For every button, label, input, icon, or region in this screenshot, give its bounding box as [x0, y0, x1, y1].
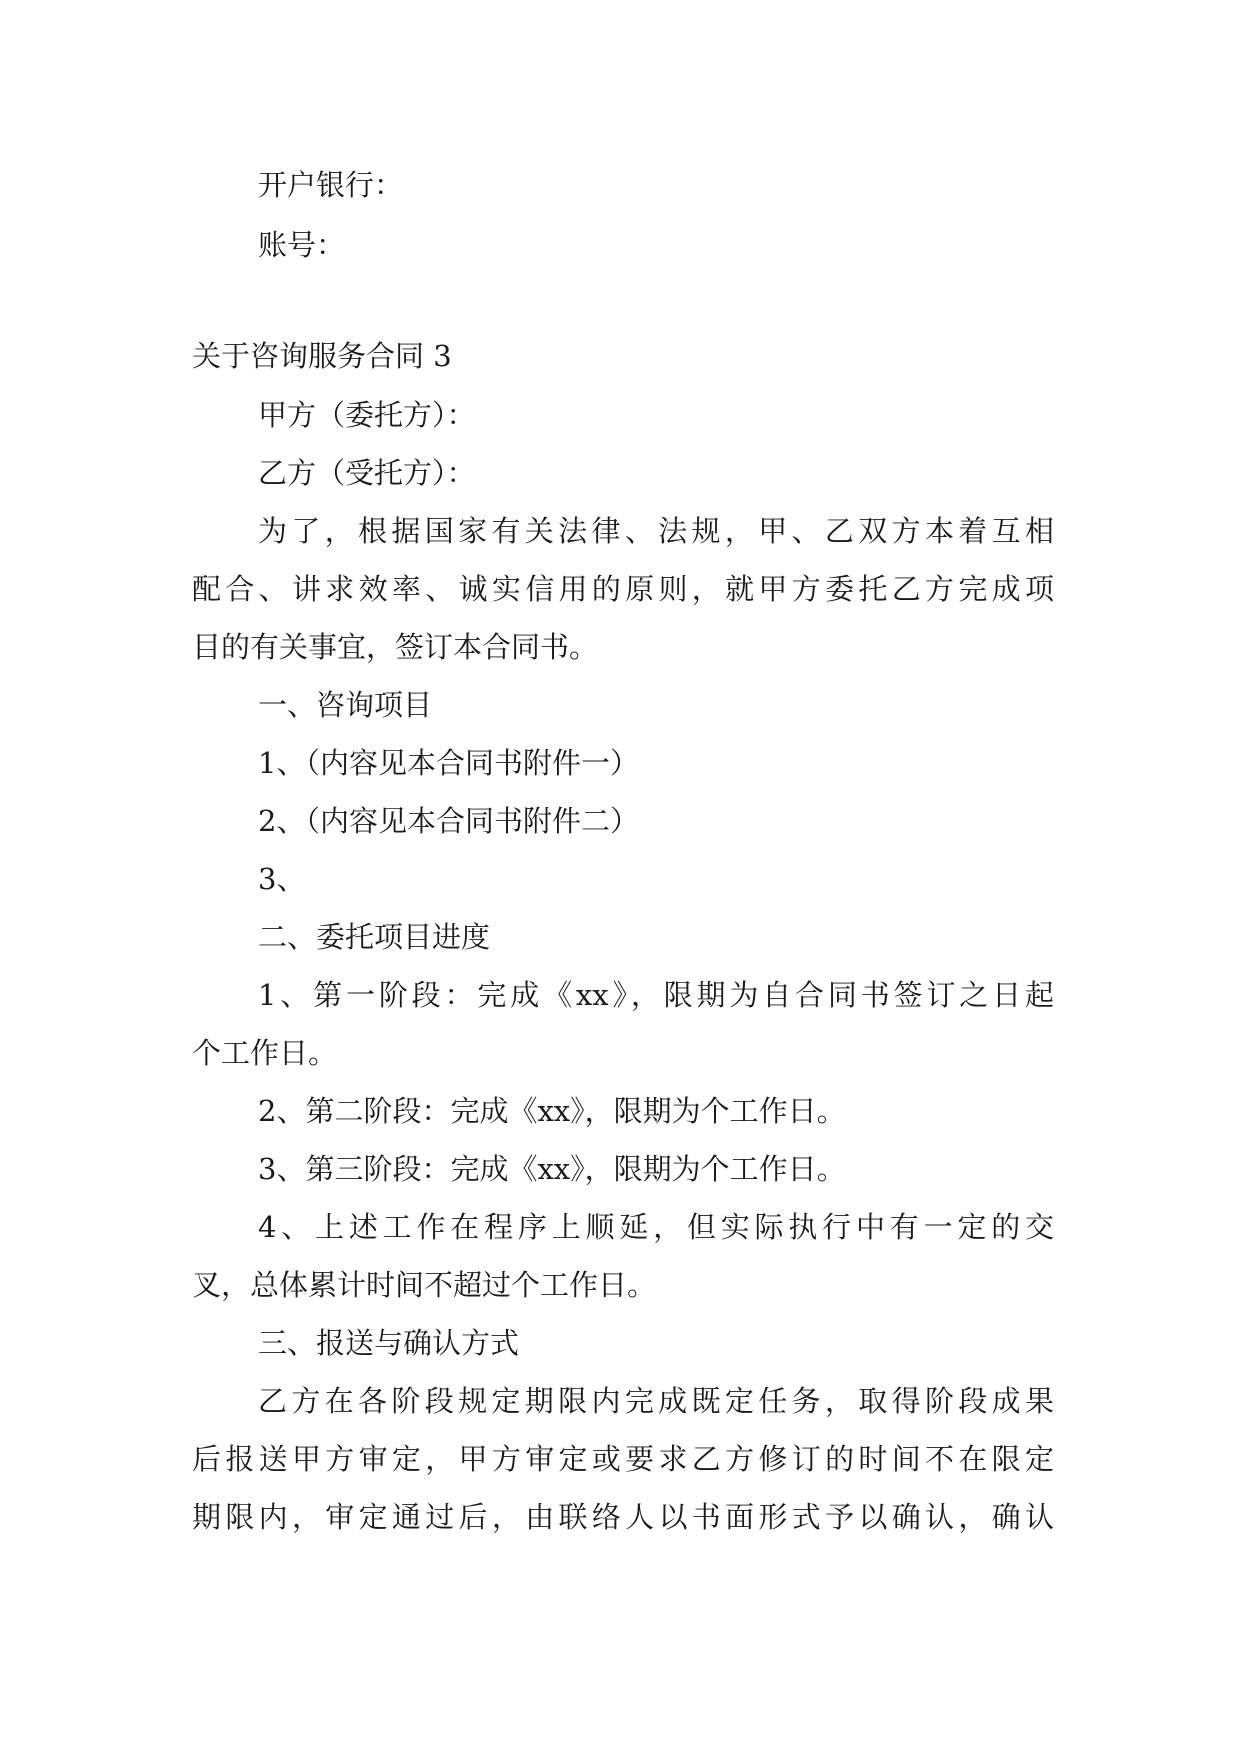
- section1-item-3: 3、: [258, 862, 306, 896]
- account-label: 账号：: [258, 228, 346, 262]
- document-title: 关于咨询服务合同 3: [192, 339, 452, 373]
- party-a-line: 甲方（委托方）：: [258, 398, 476, 432]
- section1-item-1: 1、（内容见本合同书附件一）: [258, 746, 639, 780]
- section3-body-line-3: 期限内，审定通过后，由联络人以书面形式予以确认，确认: [192, 1500, 1054, 1534]
- section3-heading: 三、报送与确认方式: [258, 1326, 520, 1360]
- section3-body-line-1: 乙方在各阶段规定期限内完成既定任务，取得阶段成果: [258, 1384, 1054, 1418]
- section2-item-4-line-2: 叉，总体累计时间不超过个工作日。: [192, 1268, 657, 1302]
- section1-heading: 一、咨询项目: [258, 688, 433, 722]
- intro-line-1: 为了，根据国家有关法律、法规，甲、乙双方本着互相: [258, 514, 1054, 548]
- section2-item-1-line-1: 1、第一阶段：完成《xx》，限期为自合同书签订之日起: [258, 978, 1054, 1012]
- party-b-line: 乙方（受托方）：: [258, 456, 476, 490]
- section1-item-2: 2、（内容见本合同书附件二）: [258, 804, 639, 838]
- intro-line-3: 目的有关事宜，签订本合同书。: [192, 630, 599, 664]
- section3-body-line-2: 后报送甲方审定，甲方审定或要求乙方修订的时间不在限定: [192, 1442, 1054, 1476]
- section2-item-1-line-2: 个工作日。: [192, 1036, 338, 1070]
- section2-item-3: 3、第三阶段：完成《xx》，限期为个工作日。: [258, 1152, 846, 1186]
- section2-item-4-line-1: 4、上述工作在程序上顺延，但实际执行中有一定的交: [258, 1210, 1054, 1244]
- section2-heading: 二、委托项目进度: [258, 920, 491, 954]
- section2-item-2: 2、第二阶段：完成《xx》，限期为个工作日。: [258, 1094, 846, 1128]
- intro-line-2: 配合、讲求效率、诚实信用的原则，就甲方委托乙方完成项: [192, 572, 1054, 606]
- bank-label: 开户银行：: [258, 168, 404, 202]
